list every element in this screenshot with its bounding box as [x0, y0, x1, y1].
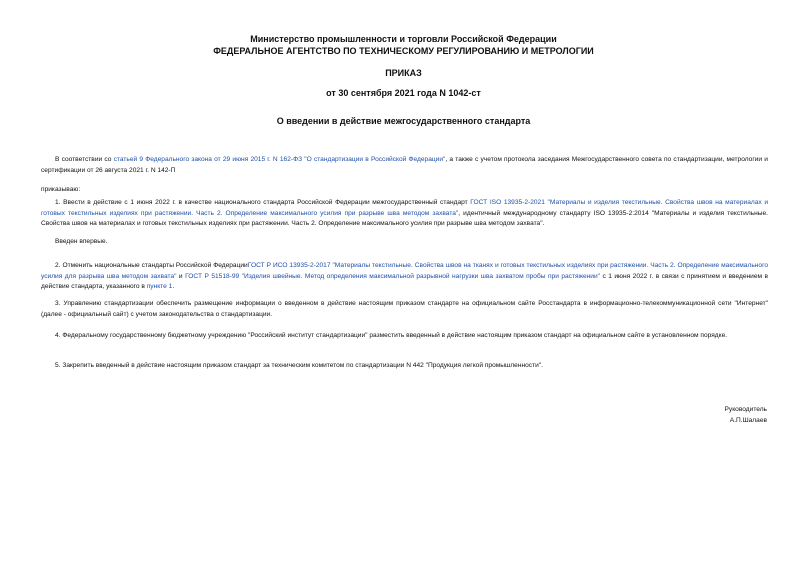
item-2-text-4: .: [172, 283, 175, 290]
item-2-text-3: с 1 июня 2022 г. в связи с принятием и введением в действие стандарта, указанного в: [41, 272, 769, 290]
introduced-first: Введен впервые.: [55, 238, 108, 245]
item-1-text-1: 1. Ввести в действие с 1 июня 2022 г. в качестве национального стандарта Российской Федерации межгосударственный стандарт: [55, 199, 471, 206]
item-3-paragraph: 3. Управлению стандартизации обеспечить размещение информации о введенном в действие настоящим приказом стандарте на официальном сайте Росстандарта в информационно-телекоммуникационной сети "Интернет" (далее - официальный сайт) с учетом законодательства о стандартизации.: [41, 300, 768, 318]
item-4-paragraph: 4. Федеральному государственному бюджетному учреждению "Российский институт стандартизации" разместить введенный в действие настоящим приказом стандарт на официальном сайте в установленном порядке.: [55, 332, 728, 339]
preamble-text-1: В соответствии со: [55, 156, 114, 163]
signature-name: А.П.Шалаев: [729, 417, 767, 424]
item-2-text-2: и: [176, 272, 186, 280]
law-link[interactable]: статьей 9 Федерального закона от 29 июня 2015 г. N 162-ФЗ "О стандартизации в Российской Федерации": [113, 156, 446, 163]
item-1-text-2: , идентичный международному стандарту ISO 13935-2:2014 "Материалы и изделия текстильные. Свойства швов на материалах и готовых текстильных изделиях при растяжении. Часть 2. Определение максимального усилия при разрыве шва методом захвата".: [41, 209, 768, 227]
document-type: ПРИКАЗ: [385, 68, 422, 78]
item-2-text-1: 2. Отменить национальные стандарты Российской Федерации: [55, 262, 248, 269]
item-5-paragraph: 5. Закрепить введенный в действие настоящим приказом стандарт за техническим комитетом по стандартизации N 442 "Продукция легкой промышленности".: [55, 362, 543, 369]
item-2-paragraph: [41, 261, 768, 293]
preamble-paragraph: [41, 155, 768, 176]
document-date-number: от 30 сентября 2021 года N 1042-ст: [326, 88, 481, 98]
signature-title: Руководитель: [724, 406, 767, 413]
preamble-text-2: , а также с учетом протокола заседания Межгосударственного совета по стандартизации, метрологии и сертификации от 26 августа 2021 г. N 142-П: [41, 156, 768, 174]
item-1-reference-link[interactable]: пункте 1: [146, 283, 173, 290]
document-subject: О введении в действие межгосударственного стандарта: [276, 116, 531, 126]
gost-r-51518-link[interactable]: ГОСТ Р 51518-99 "Изделия швейные. Метод определения максимальной разрывной нагрузки шва захватом пробы при растяжении": [185, 272, 600, 280]
agency-heading: ФЕДЕРАЛЬНОЕ АГЕНТСТВО ПО ТЕХНИЧЕСКОМУ РЕГУЛИРОВАНИЮ И МЕТРОЛОГИИ: [213, 46, 594, 56]
gost-iso-13935-link[interactable]: ГОСТ ISO 13935-2-2021 "Материалы и изделия текстильные. Свойства швов на материалах и готовых текстильных изделиях при растяжении. Часть 2. Определение максимального усилия при разрыве шва методом захвата": [41, 199, 769, 217]
order-word: приказываю:: [41, 186, 81, 193]
item-1-paragraph: [41, 198, 768, 230]
ministry-heading: Министерство промышленности и торговли Российской Федерации: [250, 34, 557, 44]
gost-r-iso-13935-link[interactable]: ГОСТ Р ИСО 13935-2-2017 "Материалы текстильные. Свойства швов на тканях и готовых текстильных изделиях при растяжении. Часть 2. Определение максимального усилия для разрыва шва методом захвата": [41, 262, 768, 280]
